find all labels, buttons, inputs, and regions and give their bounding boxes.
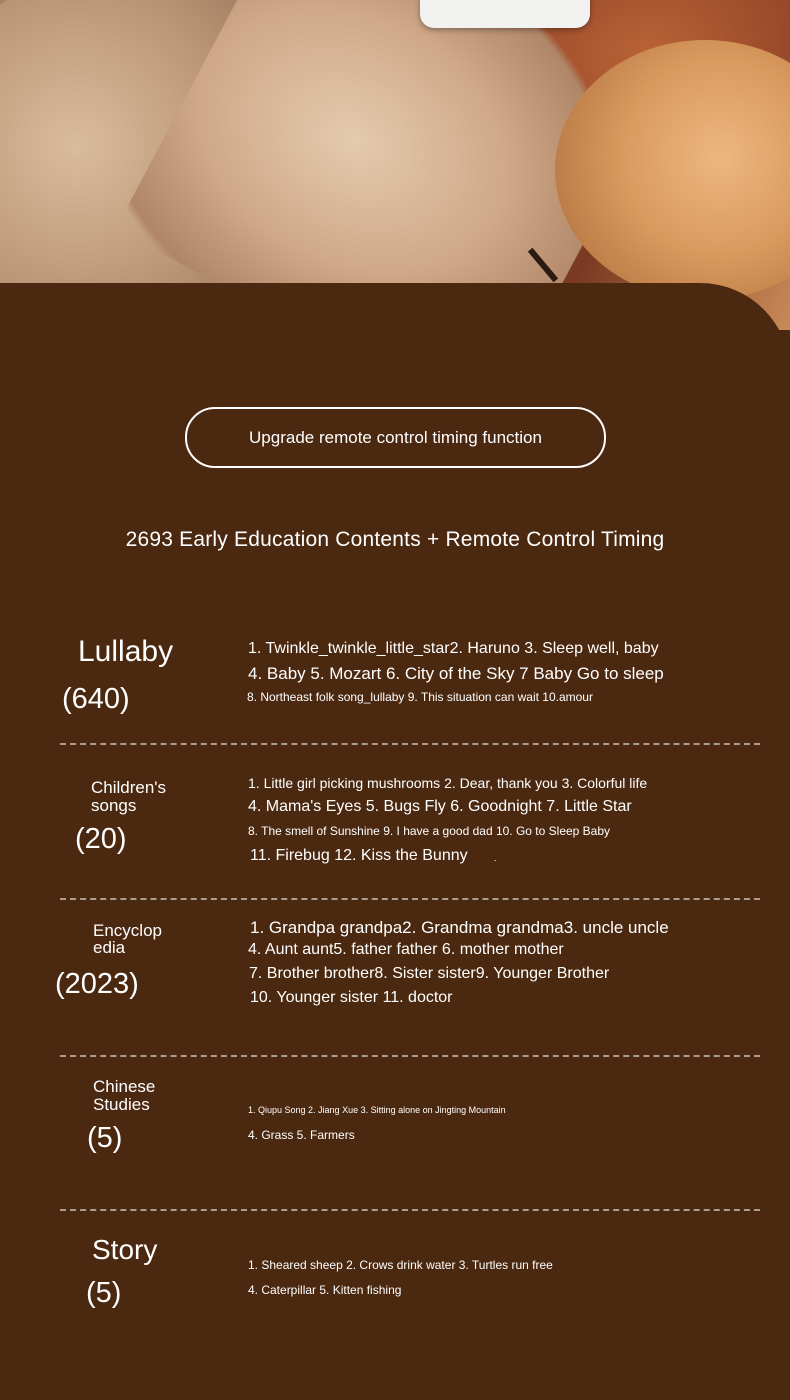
encyclopedia-line-4: 10. Younger sister 11. doctor [250, 989, 453, 1006]
upgrade-remote-timing-button[interactable] [185, 407, 606, 468]
section-divider [60, 898, 760, 900]
upgrade-button-label: Upgrade remote control timing function [249, 427, 542, 447]
headline: 2693 Early Education Contents + Remote Control Timing [125, 528, 665, 551]
category-count-chinese-studies: (5) [87, 1122, 123, 1154]
category-name-childrens-songs-line1: Children's [91, 778, 167, 797]
section-divider [60, 1209, 760, 1211]
story-line-1: 1. Sheared sheep 2. Crows drink water 3. Turtles run free [248, 1258, 553, 1272]
category-count-encyclopedia: (2023) [55, 968, 139, 1000]
remote-control-device [420, 0, 590, 28]
childrens-songs-line-1: 1. Little girl picking mushrooms 2. Dear, thank you 3. Colorful life [248, 775, 648, 791]
section-divider [60, 1055, 760, 1057]
story-line-2: 4. Caterpillar 5. Kitten fishing [248, 1283, 402, 1297]
encyclopedia-line-1: 1. Grandpa grandpa2. Grandma grandma3. uncle uncle [250, 918, 669, 937]
chinese-studies-line-1: 1. Qiupu Song 2. Jiang Xue 3. Sitting alone on Jingting Mountain [248, 1105, 506, 1115]
category-name-encyclopedia-line2: edia [93, 938, 126, 957]
chinese-studies-line-2: 4. Grass 5. Farmers [248, 1128, 355, 1142]
lullaby-line-1: 1. Twinkle_twinkle_little_star2. Haruno 3. Sleep well, baby [248, 640, 659, 657]
encyclopedia-line-2: 4. Aunt aunt5. father father 6. mother mother [248, 941, 564, 958]
childrens-songs-line-3: 8. The smell of Sunshine 9. I have a good dad 10. Go to Sleep Baby [248, 824, 611, 838]
category-name-encyclopedia-line1: Encyclop [93, 921, 162, 940]
lullaby-line-3: 8. Northeast folk song_lullaby 9. This situation can wait 10.amour [247, 690, 593, 704]
category-name-chinese-studies-line1: Chinese [93, 1077, 156, 1096]
childrens-songs-dot: . [494, 853, 497, 863]
category-count-childrens-songs: (20) [75, 823, 127, 855]
childrens-songs-line-4: 11. Firebug 12. Kiss the Bunny [250, 847, 468, 864]
product-photo [0, 0, 790, 330]
category-count-lullaby: (640) [62, 683, 130, 715]
category-name-story: Story [92, 1234, 158, 1265]
encyclopedia-line-3: 7. Brother brother8. Sister sister9. Younger Brother [249, 965, 610, 982]
category-name-chinese-studies-line2: Studies [93, 1095, 150, 1114]
lullaby-line-2: 4. Baby 5. Mozart 6. City of the Sky 7 Baby Go to sleep [248, 664, 664, 683]
category-name-lullaby: Lullaby [78, 635, 174, 668]
category-count-story: (5) [86, 1277, 122, 1309]
childrens-songs-line-2: 4. Mama's Eyes 5. Bugs Fly 6. Goodnight 7. Little Star [248, 798, 632, 815]
category-name-childrens-songs-line2: songs [91, 796, 137, 815]
section-divider [60, 743, 760, 745]
